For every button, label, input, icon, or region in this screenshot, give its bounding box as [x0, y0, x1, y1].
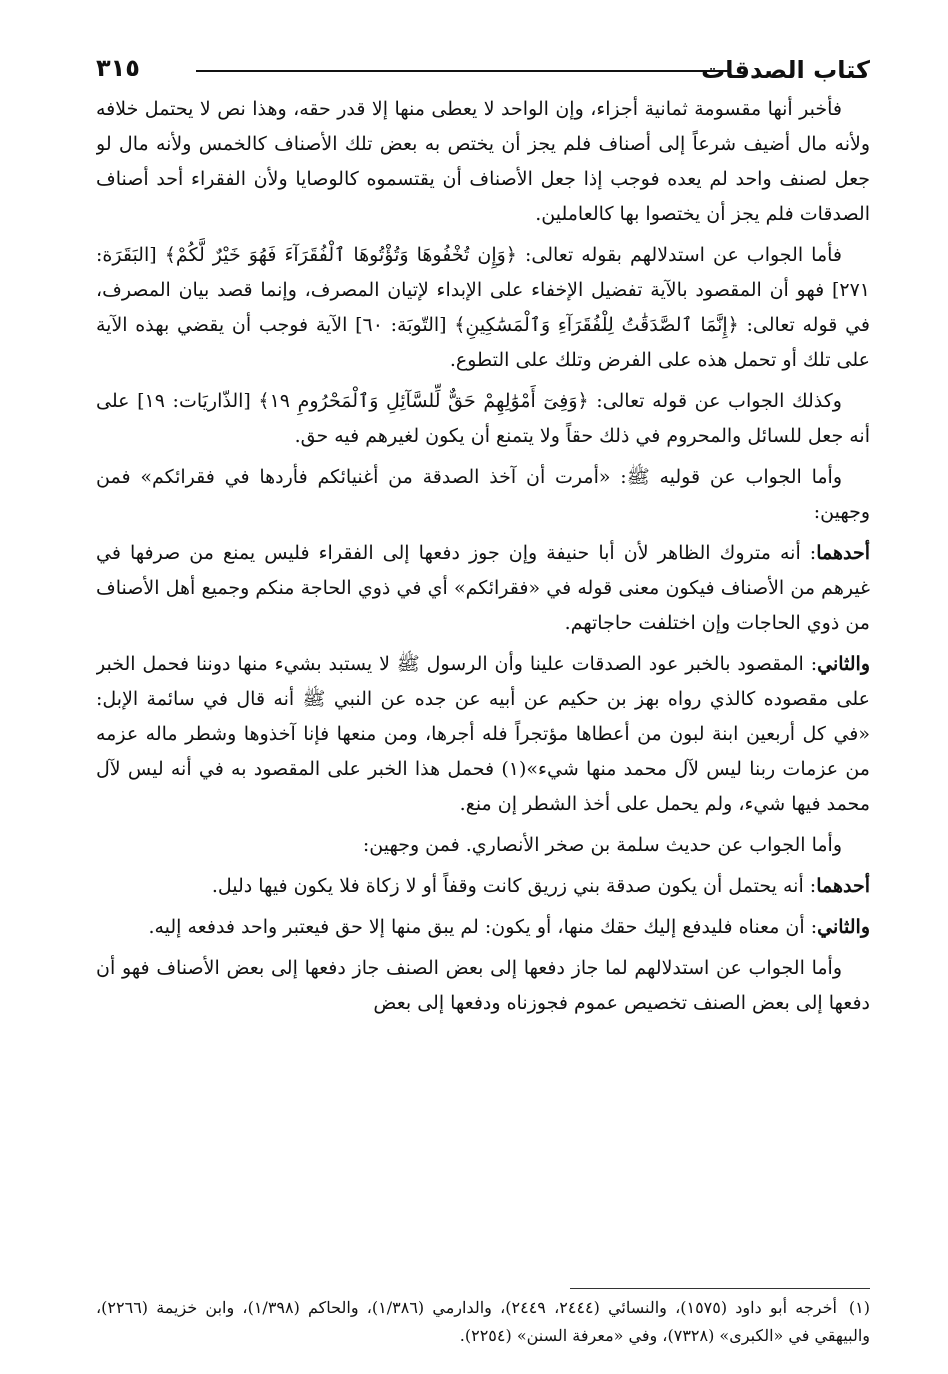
point-label: والثاني	[817, 916, 870, 938]
paragraph: وكذلك الجواب عن قوله تعالى: ﴿وَفِىٓ أَمْوَٰلِهِمْ حَقٌّ لِّلسَّآئِلِ وَٱلْمَحْرُومِ ١٩﴾ [الذّاريَات: ١٩] على أنه جعل للسائل والمحروم في ذلك حقاً ولا يتمنع أن يكون لغيرهم فيه حق.	[96, 390, 870, 447]
paragraph: أحدهما: أنه متروك الظاهر لأن أبا حنيفة وإن جوز دفعها إلى الفقراء فليس يمنع من صرفها في غيرهم من الأصناف فيكون معنى قوله في «فقرائكم» أي في ذوي الحاجة منكم وجميع أهل الأصناف من ذوي الحاجات وإن اختلفت حاجاتهم.	[96, 542, 870, 634]
point-label: أحدهما	[816, 875, 870, 897]
footnote-number: (١)	[848, 1298, 871, 1317]
page-header	[96, 52, 870, 92]
body-text	[96, 92, 870, 1272]
paragraph: وأما الجواب عن حديث سلمة بن صخر الأنصاري. فمن وجهين:	[362, 834, 842, 856]
paragraph: وأما الجواب عن استدلالهم لما جاز دفعها إلى بعض الصنف جاز دفعها إلى بعض الأصناف فهو أن دفعها إلى بعض الصنف تخصيص عموم فجوزناه ودفعها إلى بعض	[96, 957, 870, 1014]
header-rule	[196, 70, 730, 72]
footnote	[96, 1294, 870, 1350]
paragraph: أحدهما: أنه يحتمل أن يكون صدقة بني زريق كانت وقفاً أو لا زكاة فلا يكون فيها دليل.	[211, 875, 870, 897]
paragraph: فأما الجواب عن استدلالهم بقوله تعالى: ﴿وَإِن تُخْفُوهَا وَتُؤْتُوهَا ٱلْفُقَرَآءَ فَهُوَ خَيْرٌ لَّكُمْ﴾ [البَقَرَة: ٢٧١] فهو أن المقصود بالآية تفضيل الإخفاء على الإبداء لإتيان المصرف، وإنما قصد بيان المصرف، في قوله تعالى: ﴿إِنَّمَا ٱلصَّدَقَٰتُ لِلْفُقَرَآءِ وَٱلْمَسَٰكِينِ﴾ [التّوبَة: ٦٠] الآية فوجب أن يقضي بهذه الآية على تلك أو تحمل هذه على الفرض وتلك على التطوع.	[96, 244, 870, 371]
page-number: ٣١٥	[96, 54, 140, 82]
paragraph: وأما الجواب عن قوليه ﷺ: «أمرت أن آخذ الصدقة من أغنيائكم فأردها في فقرائكم» فمن وجهين:	[96, 466, 870, 523]
paragraph: والثاني: أن معناه فليدفع إليك حقك منها، أو يكون: لم يبق منها إلا حق فيعتبر واحد فدفعه إليه.	[148, 916, 870, 938]
point-label: والثاني	[817, 653, 870, 675]
footnote-rule	[570, 1288, 870, 1289]
paragraph: فأخبر أنها مقسومة ثمانية أجزاء، وإن الواحد لا يعطى منها إلا قدر حقه، وهذا نص لا يحتمل خلافه ولأنه مال أضيف شرعاً إلى أصناف فلم يجز أن يختص به بعض تلك الأصناف كالخمس ولأنه مال لو جعل لصنف واحد لم يعده فوجب إذا جعل الأصناف أن يقتسموه كالوصايا ولأن الفقراء أحد أصناف الصدقات فلم يجز أن يختصوا بها كالعاملين.	[96, 98, 870, 225]
book-title: كتاب الصدقات	[701, 56, 870, 84]
paragraph: والثاني: المقصود بالخبر عود الصدقات علينا وأن الرسول ﷺ لا يستبد بشيء منها دوننا فحمل الخبر على مقصوده كالذي رواه بهز بن حكيم عن أبيه عن جده عن النبي ﷺ أنه قال في سائمة الإبل: «في كل أربعين ابنة لبون من أعطاها مؤتجراً فله أجرها، ومن منعها فإنا آخذوها وشطر ماله عزمه من عزمات ربنا ليس لآل محمد منها شيء»(١) فحمل هذا الخبر على المقصود به في أنه ليس لآل محمد فيها شيء، ولم يحمل على أخذ الشطر إن منع.	[96, 653, 870, 815]
point-label: أحدهما	[816, 542, 870, 564]
footnote-text: أخرجه أبو داود (١٥٧٥)، والنسائي (٢٤٤٤، ٢٤٤٩)، والدارمي (١/٣٨٦)، والحاكم (١/٣٩٨)، وابن خزيمة (٢٢٦٦)، والبيهقي في «الكبرى» (٧٣٢٨)، وفي «معرفة السنن» (٢٢٥٤).	[96, 1298, 870, 1345]
